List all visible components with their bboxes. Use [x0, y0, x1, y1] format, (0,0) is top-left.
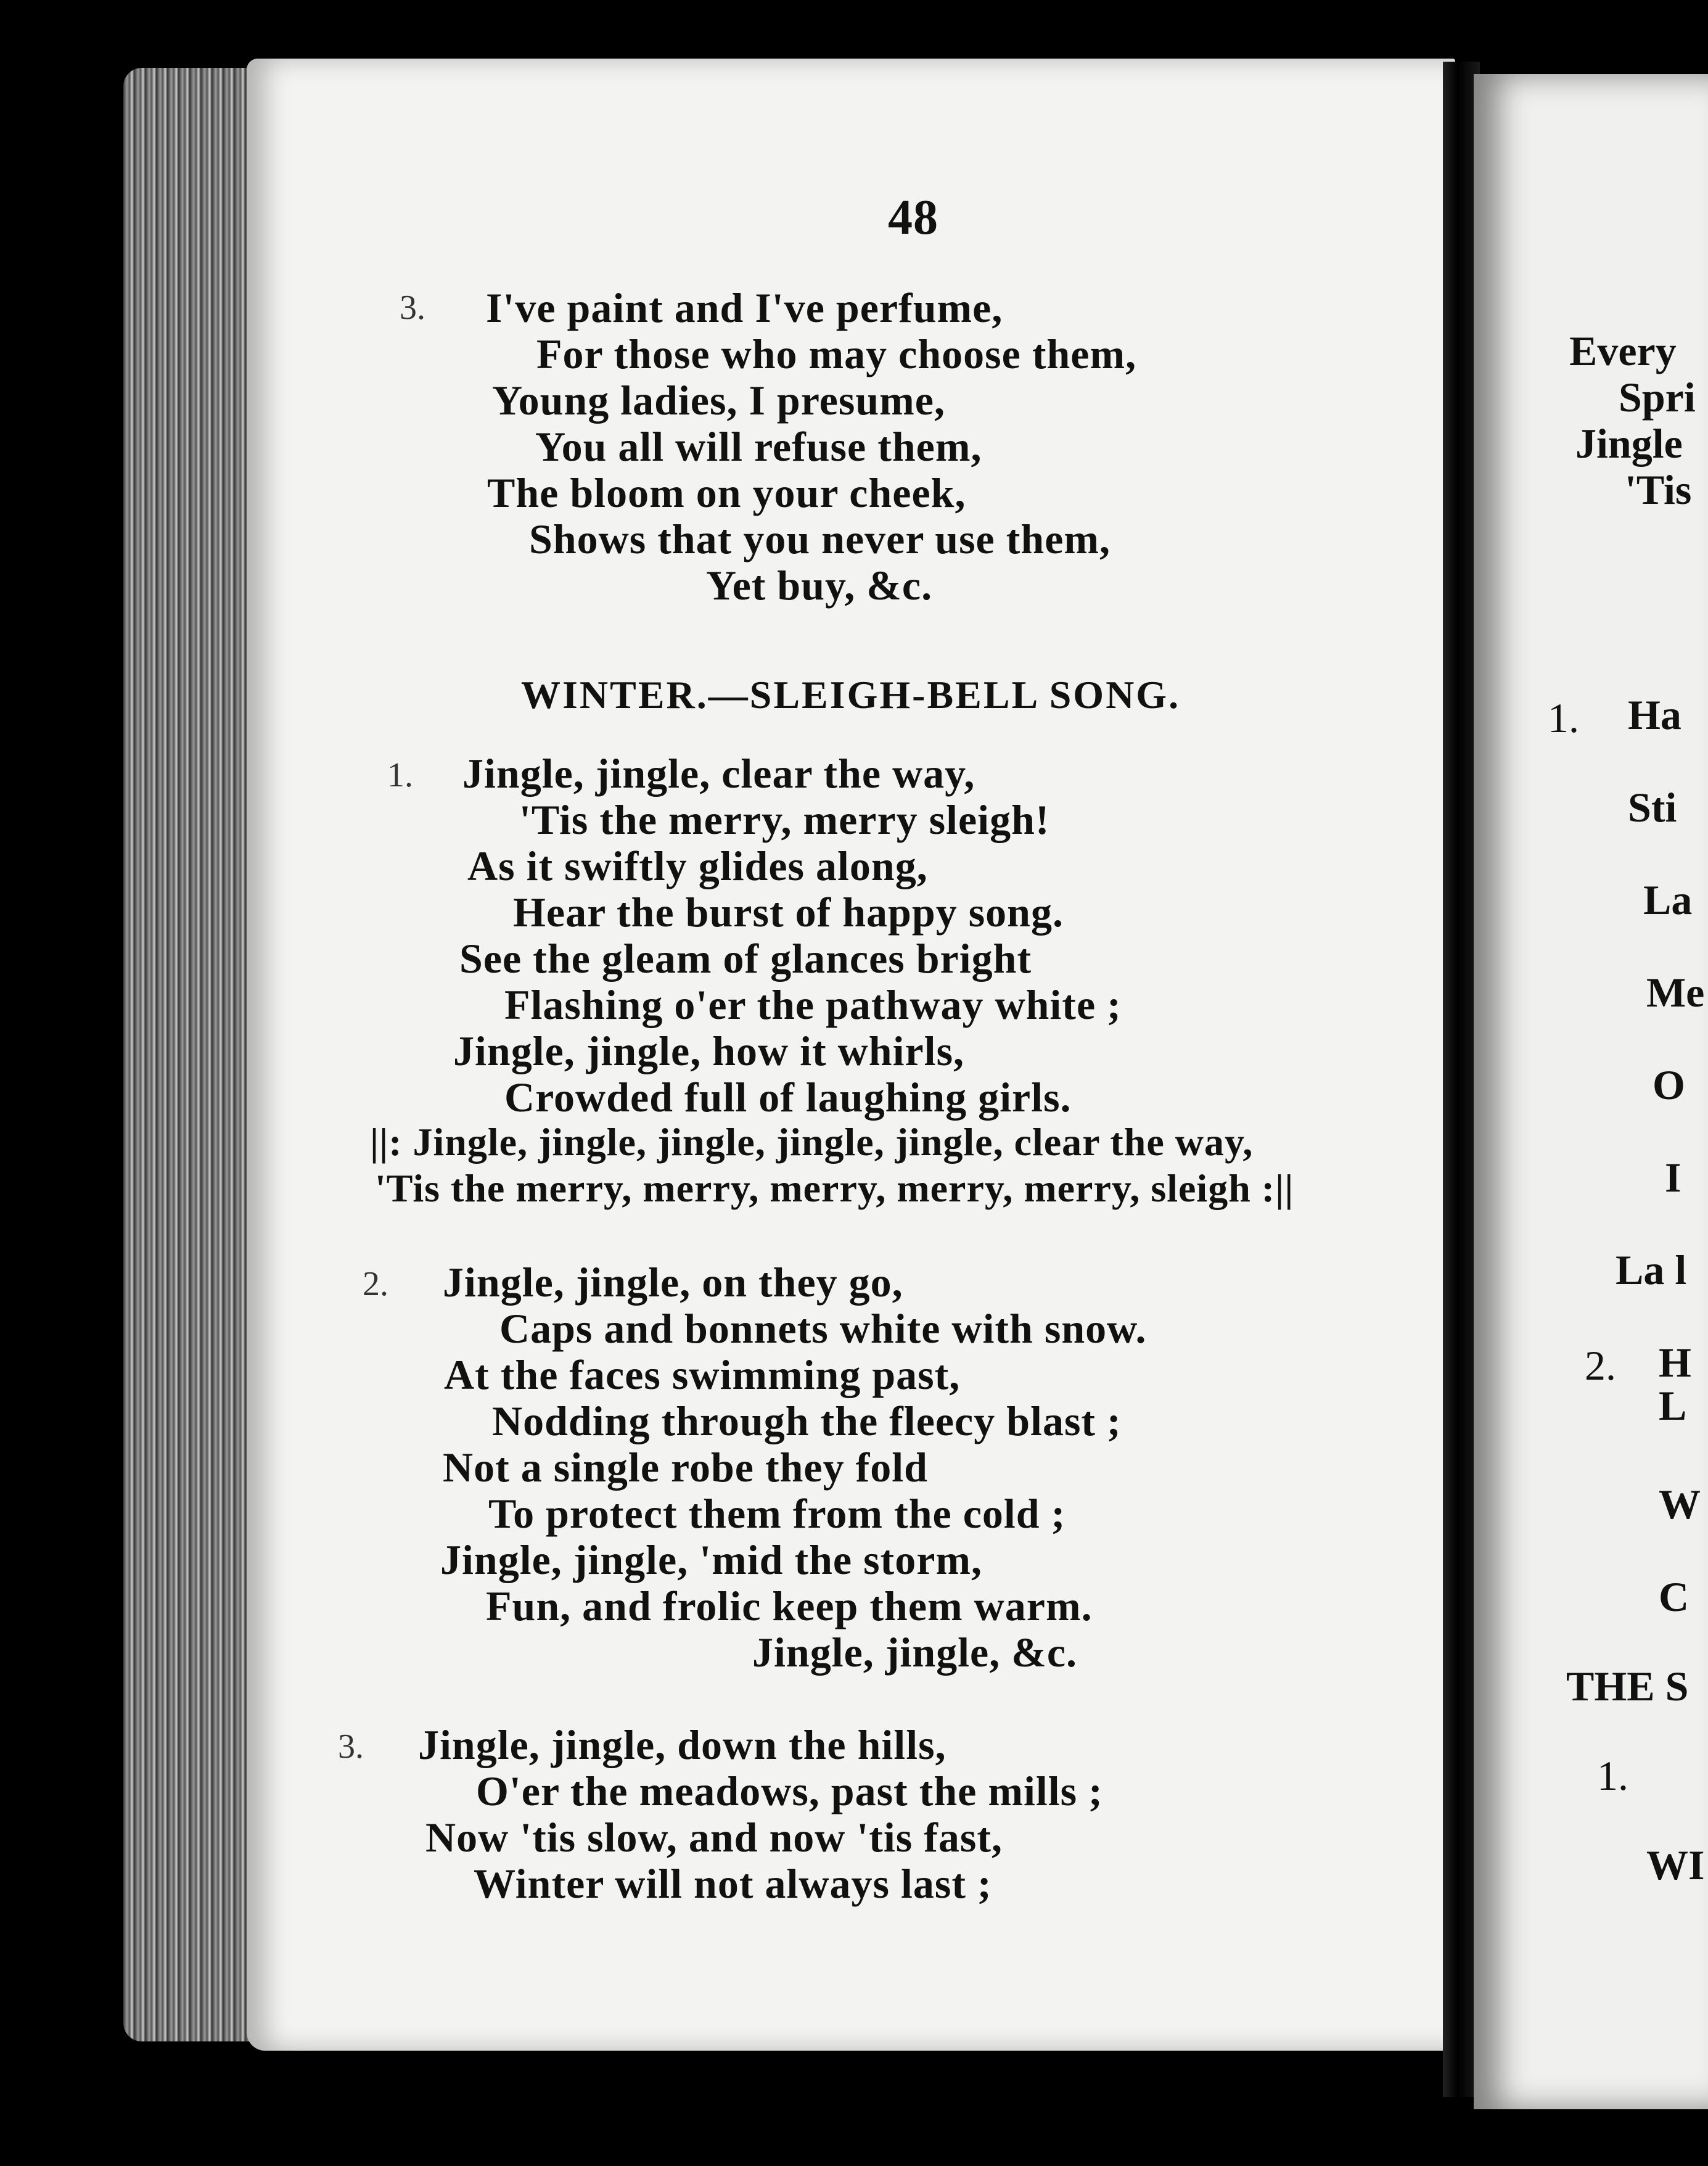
right-fragment: Sti	[1628, 784, 1677, 831]
poem-line: You all will refuse them,	[535, 423, 982, 470]
right-fragment: O	[1653, 1061, 1685, 1108]
song-line: Jingle, jingle, on they go,	[443, 1259, 903, 1306]
song-line: See the gleam of glances bright	[459, 935, 1032, 982]
right-fragment: I	[1665, 1154, 1681, 1201]
right-fragment: THE S	[1566, 1663, 1689, 1710]
right-fragment: C	[1659, 1573, 1690, 1620]
song-line: Jingle, jingle, clear the way,	[462, 750, 975, 797]
left-page	[247, 59, 1455, 2051]
song-title: WINTER.—SLEIGH-BELL SONG.	[521, 673, 1181, 717]
song-line: 'Tis the merry, merry sleigh!	[519, 796, 1050, 843]
song-line: Caps and bonnets white with snow.	[499, 1305, 1147, 1352]
right-fragment: La l	[1616, 1246, 1687, 1293]
right-fragment: Jingle	[1575, 420, 1683, 467]
song-line: Jingle, jingle, 'mid the storm,	[440, 1536, 983, 1583]
song-line: O'er the meadows, past the mills ;	[476, 1768, 1103, 1814]
stanza-number: 3.	[338, 1727, 364, 1766]
stanza-number: 1.	[387, 756, 413, 794]
right-fragment: Ha	[1628, 691, 1681, 738]
song-line: Not a single robe they fold	[443, 1444, 928, 1491]
song-line: ||: Jingle, jingle, jingle, jingle, jingle, clear the way,	[370, 1120, 1254, 1164]
song-line: Crowded full of laughing girls.	[504, 1074, 1072, 1121]
song-line: As it swiftly glides along,	[467, 842, 928, 889]
stanza-number: 3.	[400, 289, 425, 327]
page-number: 48	[888, 191, 938, 245]
song-line: Jingle, jingle, down the hills,	[418, 1721, 946, 1768]
right-fragment: 2.	[1585, 1342, 1616, 1389]
poem-line: The bloom on your cheek,	[487, 469, 966, 516]
right-fragment: La	[1643, 876, 1693, 923]
song-line: Jingle, jingle, how it whirls,	[453, 1027, 965, 1074]
right-fragment: 'Tis	[1625, 466, 1692, 513]
poem-line: Yet buy, &c.	[706, 562, 933, 609]
right-fragment: 1.	[1597, 1752, 1628, 1799]
song-line: Hear the burst of happy song.	[513, 889, 1064, 936]
right-fragment: Me	[1646, 969, 1705, 1016]
song-line: Jingle, jingle, &c.	[752, 1629, 1078, 1676]
right-fragment: H	[1659, 1339, 1691, 1386]
song-line: Now 'tis slow, and now 'tis fast,	[425, 1814, 1003, 1861]
song-line: Flashing o'er the pathway white ;	[504, 981, 1122, 1028]
right-fragment: Every	[1569, 327, 1677, 374]
song-line: 'Tis the merry, merry, merry, merry, merry, sleigh :||	[375, 1166, 1294, 1210]
song-line: Nodding through the fleecy blast ;	[492, 1398, 1122, 1444]
song-line: To protect them from the cold ;	[488, 1490, 1066, 1537]
song-line: Winter will not always last ;	[474, 1860, 992, 1907]
right-fragment: L	[1659, 1382, 1687, 1429]
right-fragment: Spri	[1619, 374, 1696, 421]
right-fragment: WI	[1646, 1842, 1705, 1888]
poem-line: For those who may choose them,	[536, 331, 1137, 377]
right-page	[1474, 74, 1708, 2109]
poem-line: Young ladies, I presume,	[492, 377, 945, 424]
poem-line: Shows that you never use them,	[529, 516, 1111, 562]
right-fragment: W	[1659, 1481, 1701, 1528]
page-edges	[123, 68, 259, 2041]
song-line: At the faces swimming past,	[444, 1351, 961, 1398]
right-fragment: 1.	[1548, 694, 1579, 741]
stanza-number: 2.	[363, 1265, 388, 1303]
poem-line: I've paint and I've perfume,	[486, 284, 1003, 331]
song-line: Fun, and frolic keep them warm.	[486, 1583, 1093, 1629]
